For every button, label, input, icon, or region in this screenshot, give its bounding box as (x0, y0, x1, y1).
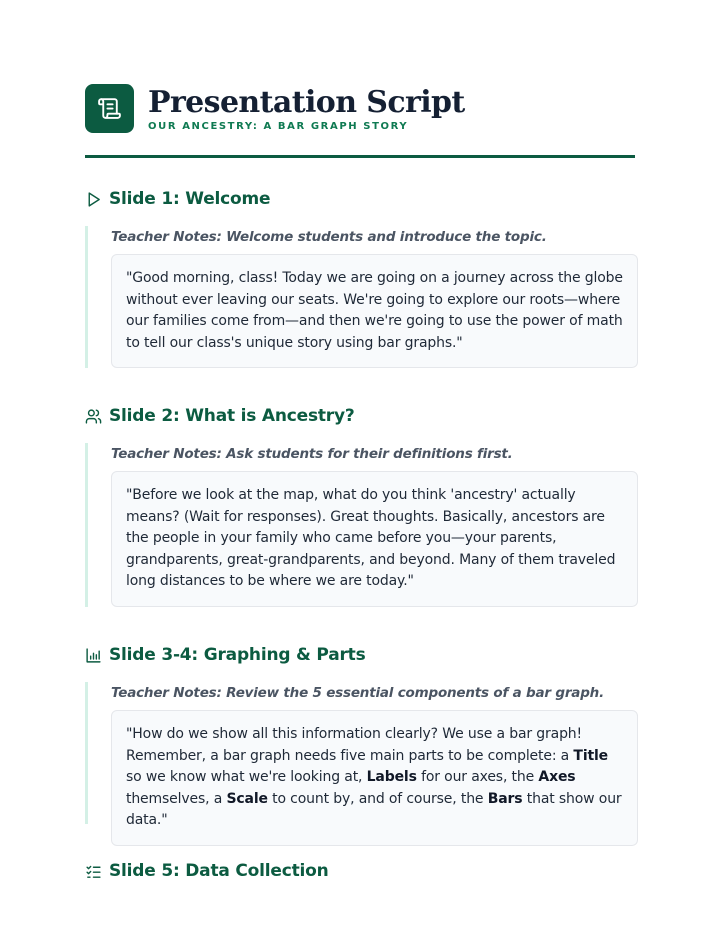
slide-5-title: Slide 5: Data Collection (109, 861, 329, 881)
slide-2-notes-block (85, 443, 635, 607)
slide-1-script: "Good morning, class! Today we are going on a journey across the globe without ever leaving our seats. We're going to explore our roots—where our families come from—and then we're going to use the power of math to tell our class's unique story using bar graphs." (111, 254, 638, 368)
slide-2-title: Slide 2: What is Ancestry? (109, 406, 355, 426)
users-icon (85, 408, 102, 425)
header-divider (85, 155, 635, 158)
slide-1-title: Slide 1: Welcome (109, 189, 271, 209)
script-text: "How do we show all this information clearly? We use a bar graph! Remember, a bar graph needs five main parts to be complete: a (126, 726, 582, 764)
slide-3-teacher-notes: Teacher Notes: Review the 5 essential components of a bar graph. (111, 685, 605, 701)
term-bars: Bars (487, 790, 523, 807)
slide-1-teacher-notes: Teacher Notes: Welcome students and introduce the topic. (111, 229, 547, 245)
slide-1-notes-block (85, 226, 635, 368)
checklist-icon (85, 863, 102, 880)
term-labels: Labels (366, 769, 417, 785)
bar-chart-icon (85, 647, 102, 664)
scroll-icon (97, 96, 122, 121)
slide-3-script (111, 710, 638, 846)
term-title: Title (573, 747, 609, 764)
slide-2-script: "Before we look at the map, what do you think 'ancestry' actually means? (Wait for responses). Great thoughts. Basically, ancestors are the people in your family who came before you—your parents, grandparents, great-grandparents, and beyond. Many of them traveled long distances to be where we are today." (111, 471, 638, 607)
page-title: Presentation Script (148, 85, 465, 120)
slide-3-notes-block (85, 682, 635, 828)
slide-2-teacher-notes: Teacher Notes: Ask students for their definitions first. (111, 446, 513, 462)
slide-3-title: Slide 3-4: Graphing & Parts (109, 645, 366, 665)
script-text: themselves, a (126, 790, 227, 807)
script-text: so we know what we're looking at, (126, 769, 367, 785)
logo-badge (85, 84, 134, 133)
script-text: for our axes, the (416, 769, 539, 785)
term-axes: Axes (538, 769, 576, 785)
script-text: that show our data." (126, 790, 622, 828)
page-subtitle: OUR ANCESTRY: A BAR GRAPH STORY (148, 121, 409, 132)
document-header (85, 84, 635, 134)
script-text: to count by, and of course, the (267, 790, 488, 807)
play-icon (85, 191, 102, 208)
term-scale: Scale (226, 790, 268, 807)
